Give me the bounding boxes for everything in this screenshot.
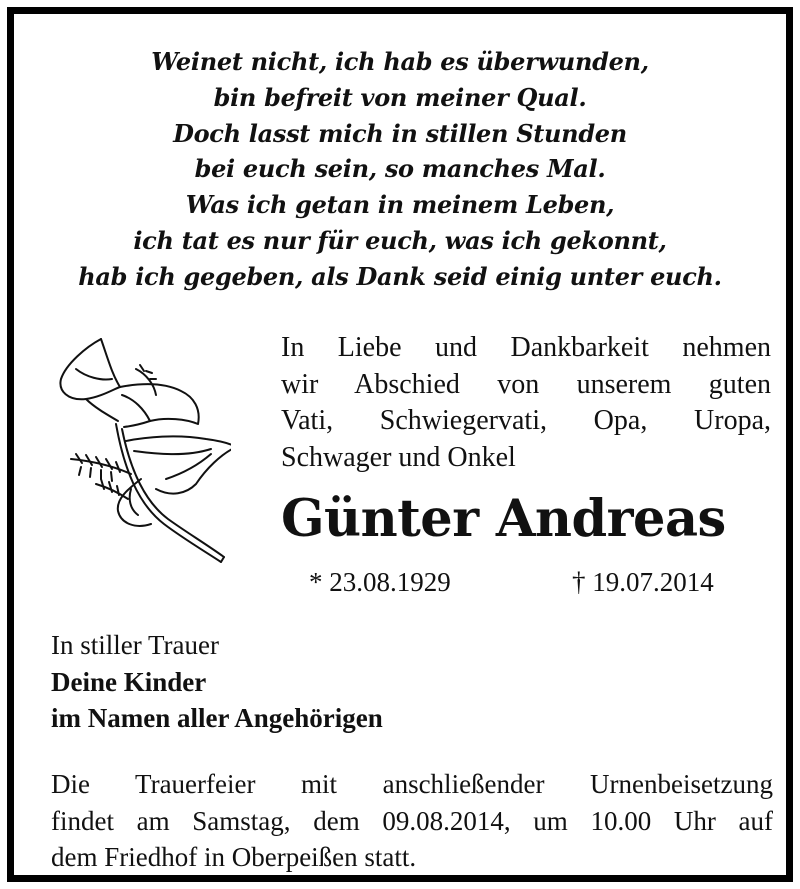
funeral-line: findet am Samstag, dem 09.08.2014, um 10.00 Uhr auf [51,805,773,836]
funeral-line: Die Trauerfeier mit anschließender Urnenbeisetzung [51,769,773,799]
poem-line: Was ich getan in meinem Leben, [185,190,615,220]
poem-line: hab ich gegeben, als Dank seid einig unter euch. [78,261,722,291]
mourners-line: im Namen aller Angehörigen [51,703,383,733]
mourners [51,627,383,737]
intro-line: Vati, Schwiegervati, Opa, Uropa, [281,405,771,436]
funeral-line: dem Friedhof in Oberpeißen statt. [51,842,417,872]
intro-line: In Liebe und Dankbarkeit nehmen [281,332,771,363]
poem-line: Doch lasst mich in stillen Stunden [173,118,627,148]
calla-lily-icon [46,329,231,569]
poem-line: bei euch sein, so manches Mal. [194,154,606,184]
deceased-name: Günter Andreas [281,489,726,549]
poem-line: ich tat es nur für euch, was ich gekonnt, [133,225,667,255]
poem-line: Weinet nicht, ich hab es überwunden, [151,47,649,76]
obituary-notice [7,7,793,882]
intro-line: Schwager und Onkel [281,441,516,473]
poem-line: bin befreit von meiner Qual. [213,82,587,112]
birth-date: * 23.08.1929 [309,567,451,597]
intro-line: wir Abschied von unserem guten [281,368,771,400]
funeral-info [51,766,773,876]
memorial-poem [14,44,786,295]
mourners-intro: In stiller Trauer [51,630,219,660]
mourners-line: Deine Kinder [51,666,207,697]
death-date: † 19.07.2014 [572,567,714,597]
farewell-intro [281,330,771,476]
